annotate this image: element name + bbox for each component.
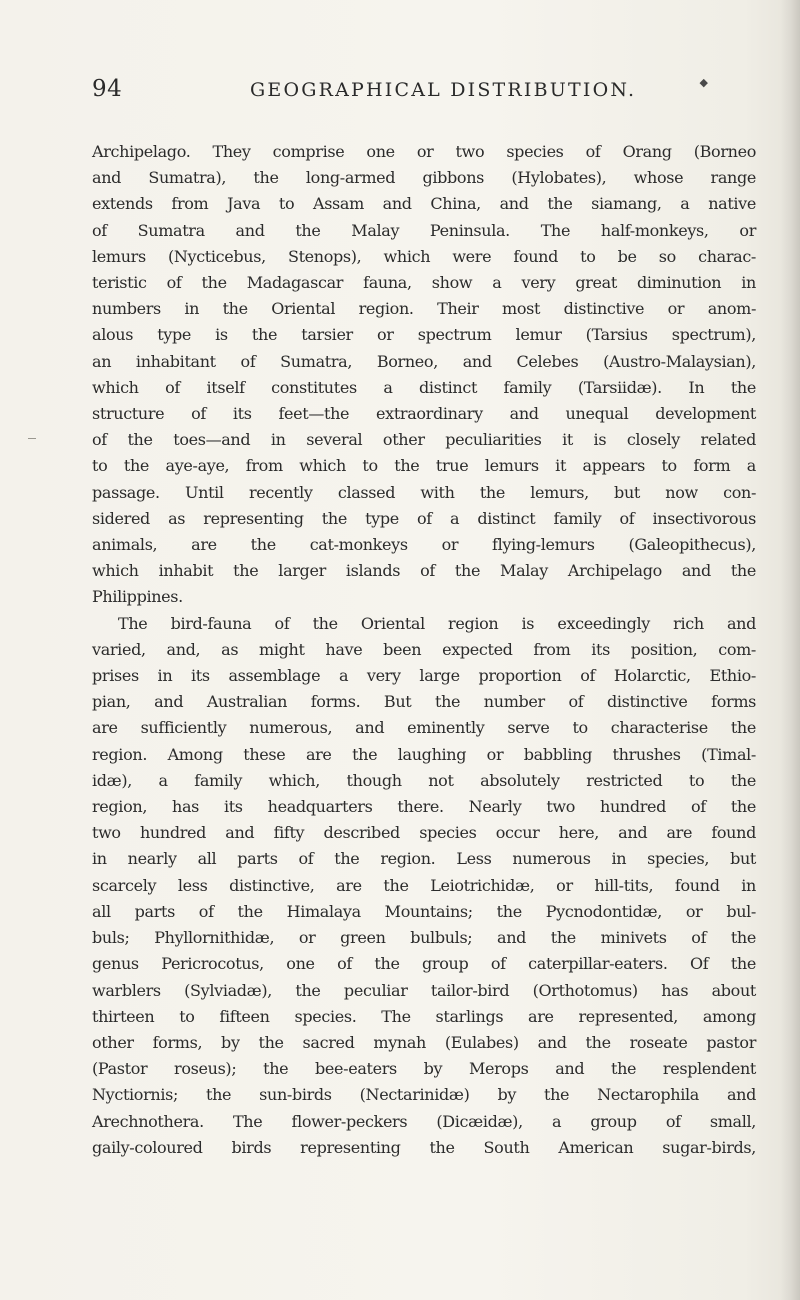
text-line: of Sumatra and the Malay Peninsula. The half-monkeys, or bbox=[92, 220, 756, 240]
text-line: warblers (Sylviadæ), the peculiar tailor-bird (Orthotomus) has about bbox=[92, 980, 756, 1000]
text-line: gaily-coloured birds representing the South American sugar-birds, bbox=[92, 1137, 756, 1157]
text-line: two hundred and fifty described species occur here, and are found bbox=[92, 823, 756, 843]
text-line: an inhabitant of Sumatra, Borneo, and Celebes (Austro-Malaysian), bbox=[92, 351, 756, 371]
text-line: region. Among these are the laughing or babbling thrushes (Timal- bbox=[92, 744, 756, 764]
text-line: in nearly all parts of the region. Less numerous in species, but bbox=[92, 849, 756, 869]
text-line: region, has its headquarters there. Nearly two hundred of the bbox=[92, 797, 756, 817]
text-line: thirteen to fifteen species. The starlings are represented, among bbox=[92, 1006, 756, 1026]
text-line: (Pastor roseus); the bee-eaters by Merops and the resplendent bbox=[92, 1059, 756, 1079]
ornament-icon: ◆ bbox=[699, 76, 708, 89]
margin-mark bbox=[28, 438, 36, 439]
text-line: teristic of the Madagascar fauna, show a very great diminution in bbox=[92, 273, 756, 293]
text-line: sidered as representing the type of a distinct family of insectivorous bbox=[92, 508, 756, 528]
text-line: lemurs (Nycticebus, Stenops), which were found to be so charac- bbox=[92, 246, 756, 266]
text-line: other forms, by the sacred mynah (Eulabes) and the roseate pastor bbox=[92, 1032, 756, 1052]
text-line: which of itself constitutes a distinct family (Tarsiidæ). In the bbox=[92, 377, 756, 397]
text-line: of the toes—and in several other peculiarities it is closely related bbox=[92, 430, 756, 450]
text-line: Nyctiornis; the sun-birds (Nectarinidæ) by the Nectarophila and bbox=[92, 1085, 756, 1105]
text-line: Arechnothera. The flower-peckers (Dicæidæ), a group of small, bbox=[92, 1111, 756, 1131]
text-line: to the aye-aye, from which to the true lemurs it appears to form a bbox=[92, 456, 756, 476]
paragraph-start-line: The bird-fauna of the Oriental region is exceedingly rich and bbox=[118, 613, 756, 633]
text-line: buls; Phyllornithidæ, or green bulbuls; and the minivets of the bbox=[92, 928, 756, 948]
text-line: prises in its assemblage a very large proportion of Holarctic, Ethio- bbox=[92, 666, 756, 686]
page-edge-shadow bbox=[780, 0, 800, 1300]
text-line: varied, and, as might have been expected from its position, com- bbox=[92, 639, 756, 659]
text-line: and Sumatra), the long-armed gibbons (Hylobates), whose range bbox=[92, 168, 756, 188]
text-line: animals, are the cat-monkeys or flying-lemurs (Galeopithecus), bbox=[92, 535, 756, 555]
text-line: idæ), a family which, though not absolutely restricted to the bbox=[92, 770, 756, 790]
text-line: Archipelago. They comprise one or two species of Orang (Borneo bbox=[92, 142, 756, 161]
text-line: extends from Java to Assam and China, and the siamang, a native bbox=[92, 194, 756, 214]
text-line: alous type is the tarsier or spectrum lemur (Tarsius spectrum), bbox=[92, 325, 756, 345]
text-line: passage. Until recently classed with the lemurs, but now con- bbox=[92, 482, 756, 502]
text-line: genus Pericrocotus, one of the group of caterpillar-eaters. Of the bbox=[92, 954, 756, 974]
text-line: are sufficiently numerous, and eminently serve to characterise the bbox=[92, 718, 756, 738]
text-line: scarcely less distinctive, are the Leiotrichidæ, or hill-tits, found in bbox=[92, 875, 756, 895]
body-text bbox=[92, 139, 756, 1161]
paragraph-end-line: Philippines. bbox=[92, 587, 183, 607]
text-line: all parts of the Himalaya Mountains; the Pycnodontidæ, or bul- bbox=[92, 901, 756, 921]
text-line: which inhabit the larger islands of the Malay Archipelago and the bbox=[92, 561, 756, 581]
text-line: structure of its feet—the extraordinary and unequal development bbox=[92, 404, 756, 424]
running-head bbox=[92, 76, 754, 108]
text-line: numbers in the Oriental region. Their most distinctive or anom- bbox=[92, 299, 756, 319]
running-head-title: GEOGRAPHICAL DISTRIBUTION. bbox=[250, 79, 637, 101]
page-number: 94 bbox=[92, 76, 123, 102]
text-line: pian, and Australian forms. But the number of distinctive forms bbox=[92, 692, 756, 712]
